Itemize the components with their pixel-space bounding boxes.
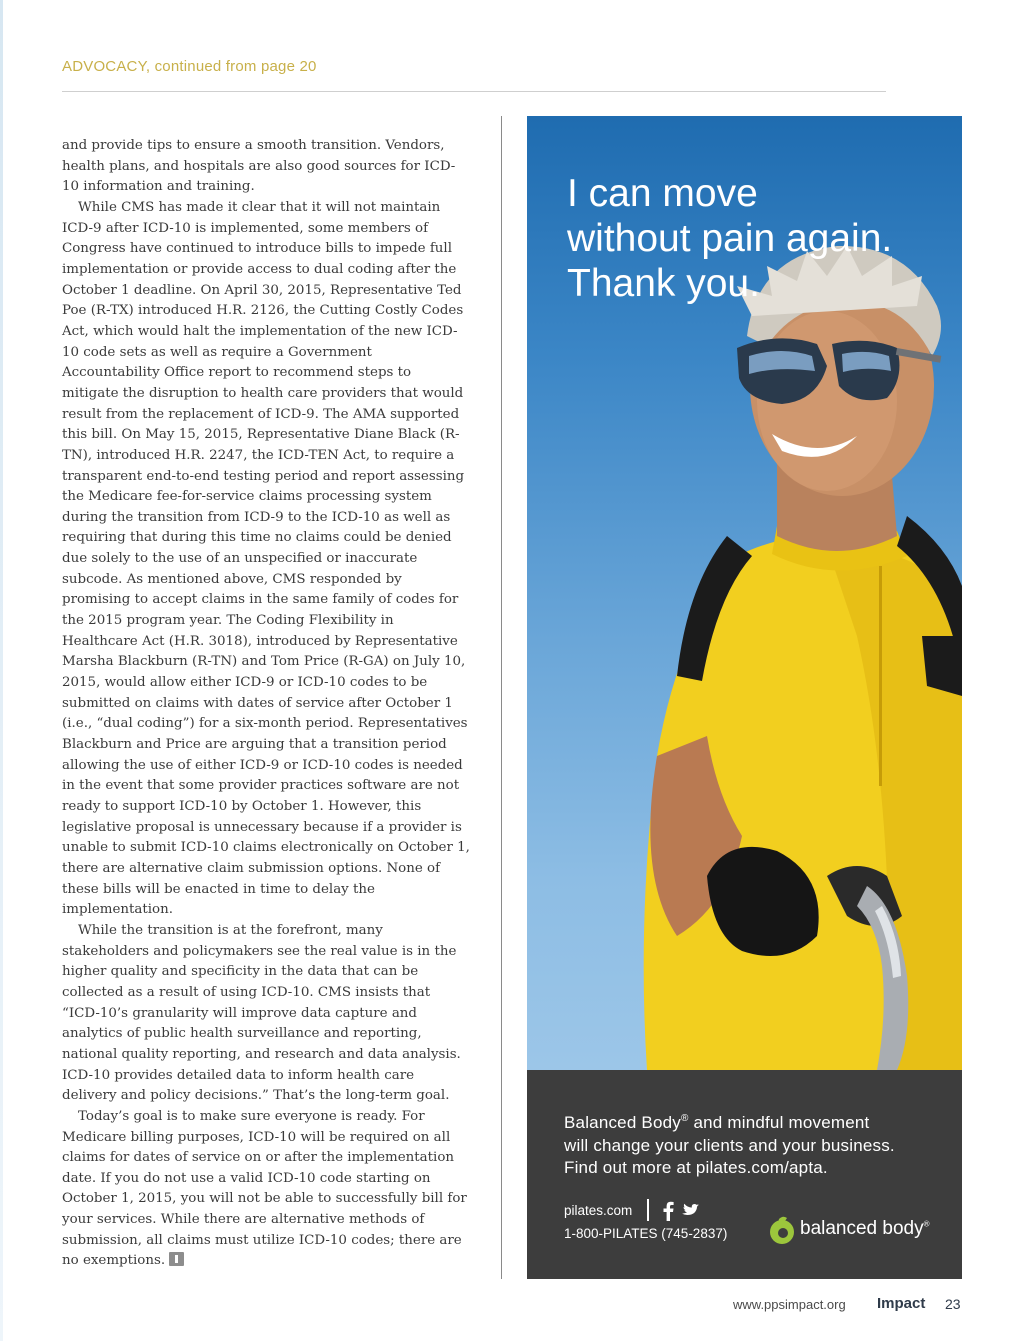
footer-magazine-name: Impact xyxy=(877,1295,926,1312)
ad-photo xyxy=(527,116,962,1070)
ad-headline-line-3: Thank you. xyxy=(567,262,760,305)
article-paragraph-2: While CMS has made it clear that it will not maintain ICD-9 after ICD-10 is implemented, some members of Congress have continued to introduce bills to impede full implementation or provide access to dual coding after the October 1 deadline. On April 30, 2015, Representative Ted Poe (R-TX) introduced H.R. 2126, the Cutting Costly Codes Act, which would halt the implementation of the new ICD-10 code sets as well as require a Government Accountability Office report to recommend steps to mitigate the disruption to health care providers that would result from the replacement of ICD-9. The AMA supported this bill. On May 15, 2015, Representative Diane Black (R-TN), introduced H.R. 2247, the ICD-TEN Act, to require a transparent end-to-end testing period and report assessing the Medicare fee-for-service claims processing system during the transition from ICD-9 to the ICD-10 as well as requiring that during this time no claims could be denied due solely to the use of an unspecified or inaccurate subcode. As mentioned above, CMS responded by promising to accept claims in the same family of codes for the 2015 program year. The Coding Flexibility in Healthcare Act (H.R. 3018), introduced by Representative Marsha Blackburn (R-TN) and Tom Price (R-GA) on July 10, 2015, would allow either ICD-9 or ICD-10 codes to be submitted on claims with dates of service after October 1 (i.e., “dual coding”) for a six-month period. Representatives Blackburn and Price are arguing that a transition period allowing the use of either ICD-9 or ICD-10 codes is needed in the event that some provider practices software are not ready to support ICD-10 by October 1. However, this legislative proposal is unnecessary because if a provider is unable to submit ICD-10 claims electronically on October 1, there are alternative claim submission options. None of these bills will be enacted in time to delay the implementation. xyxy=(62,199,470,918)
article-paragraph-1: and provide tips to ensure a smooth transition. Vendors, health plans, and hospitals are also good sources for ICD-10 information and training. xyxy=(62,138,456,195)
article-paragraph-3: While the transition is at the forefront, many stakeholders and policymakers see the real value is in the higher quality and specificity in the data that can be collected as a result of using ICD-10. CMS insists that “ICD-10’s granularity will improve data capture and analytics of public health surveillance and reporting, national quality reporting, and research and data analysis. ICD-10 provides detailed data to inform health care delivery and policy decisions.” That’s the long-term goal. xyxy=(62,922,461,1104)
end-of-article-icon xyxy=(169,1252,184,1266)
article-paragraph-4-text: Today’s goal is to make sure everyone is ready. For Medicare billing purposes, ICD-10 will be required on all claims for dates of service on or after the implementation date. If you do not use a valid ICD-10 code starting on October 1, 2015, you will not be able to successfully bill for your services. While there are alternative methods of submission, all claims must utilize ICD-10 codes; there are no exemptions. xyxy=(62,1108,467,1269)
balanced-body-logo-icon xyxy=(767,1215,797,1245)
ad-copy-registered-mark: ® xyxy=(680,1113,689,1124)
facebook-icon[interactable] xyxy=(661,1201,675,1221)
article-paragraph-4 xyxy=(62,1107,470,1272)
column-rule xyxy=(501,116,502,1279)
ad-copy xyxy=(564,1108,944,1180)
ad-copy-line-2: will change your clients and your business. xyxy=(564,1135,895,1155)
twitter-icon[interactable] xyxy=(681,1203,699,1219)
footer-url[interactable]: www.ppsimpact.org xyxy=(733,1297,846,1312)
advertisement xyxy=(527,116,962,1279)
ad-copy-line-1-rest: and mindful movement xyxy=(688,1113,870,1132)
ad-info-panel xyxy=(527,1070,962,1279)
running-head: ADVOCACY, continued from page 20 xyxy=(62,58,317,75)
ad-headline xyxy=(567,171,947,306)
footer-page-number: 23 xyxy=(945,1296,961,1312)
ad-separator xyxy=(647,1199,649,1221)
ad-phone-number[interactable]: 1-800-PILATES (745-2837) xyxy=(564,1226,728,1241)
header-rule xyxy=(62,91,886,92)
balanced-body-logo-text xyxy=(800,1218,930,1240)
page-edge-strip xyxy=(0,0,3,1341)
article-body xyxy=(62,136,470,1272)
ad-copy-line-3: Find out more at pilates.com/apta. xyxy=(564,1158,828,1177)
ad-headline-line-1: I can move xyxy=(567,172,758,215)
ad-copy-line-1 xyxy=(564,1108,944,1135)
logo-registered-mark: ® xyxy=(923,1219,930,1229)
logo-wordmark: balanced body xyxy=(800,1218,924,1239)
ad-copy-brand: Balanced Body xyxy=(564,1113,681,1132)
ad-website[interactable]: pilates.com xyxy=(564,1203,633,1218)
ad-headline-line-2: without pain again. xyxy=(567,217,893,260)
